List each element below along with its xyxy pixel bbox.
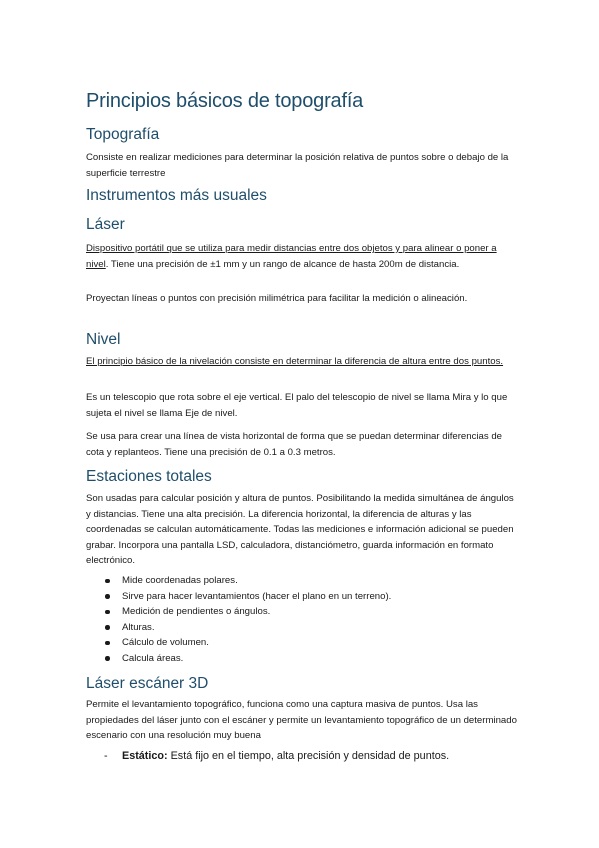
heading-escaner: Láser escáner 3D bbox=[86, 675, 209, 692]
heading-estaciones: Estaciones totales bbox=[86, 468, 212, 485]
dash-marker: - bbox=[104, 750, 108, 762]
paragraph-estaciones: Son usadas para calcular posición y altura de puntos. Posibilitando la medida simultánea de ángulos y distancias. Tiene una alta precisión. La diferencia horizontal, la diferencia de alturas y las coordenadas se calculan automáticamente. Todas las mediciones e información adicional se pueden grabar. Incorpora una pantalla LSD, calculadora, distanciómetro, guarda información en formato electrónico. bbox=[86, 493, 514, 566]
paragraph-nivel-1: El principio básico de la nivelación consiste en determinar la diferencia de altura entre dos puntos. bbox=[86, 356, 504, 367]
estatico-text: Está fijo en el tiempo, alta precisión y densidad de puntos. bbox=[167, 750, 450, 762]
list-item: Sirve para hacer levantamientos (hacer el plano en un terreno). bbox=[86, 589, 391, 605]
paragraph-nivel-3: Se usa para crear una línea de vista horizontal de forma que se puedan determinar diferencias de cota y replanteos. Tiene una precisión de 0.1 a 0.3 metros. bbox=[86, 431, 502, 458]
list-item: Alturas. bbox=[86, 620, 391, 636]
estatico-label: Estático: bbox=[122, 750, 168, 762]
paragraph-laser-2: Proyectan líneas o puntos con precisión milimétrica para facilitar la medición o alineación. bbox=[86, 293, 468, 304]
heading-topografia: Topografía bbox=[86, 126, 160, 143]
heading-instrumentos: Instrumentos más usuales bbox=[86, 187, 267, 204]
laser-definition-underlined: Dispositivo portátil que se utiliza para medir distancias entre dos objetos y para alinear o poner a nivel bbox=[86, 243, 497, 270]
paragraph-topografia: Consiste en realizar mediciones para determinar la posición relativa de puntos sobre o debajo de la superficie terrestre bbox=[86, 152, 509, 179]
heading-nivel: Nivel bbox=[86, 331, 121, 348]
list-item: Cálculo de volumen. bbox=[86, 635, 391, 651]
list-item: Medición de pendientes o ángulos. bbox=[86, 604, 391, 620]
list-item: Mide coordenadas polares. bbox=[86, 573, 391, 589]
estaciones-bullet-list bbox=[86, 573, 391, 667]
heading-laser: Láser bbox=[86, 216, 125, 233]
escaner-dash-item bbox=[104, 750, 449, 762]
page-title: Principios básicos de topografía bbox=[86, 90, 364, 112]
paragraph-laser-1 bbox=[86, 241, 518, 272]
paragraph-nivel-2: Es un telescopio que rota sobre el eje vertical. El palo del telescopio de nivel se llama Mira y lo que sujeta el nivel se llama Eje de nivel. bbox=[86, 392, 508, 419]
list-item: Calcula áreas. bbox=[86, 651, 391, 667]
laser-definition-rest: . Tiene una precisión de ±1 mm y un rango de alcance de hasta 200m de distancia. bbox=[105, 258, 460, 270]
paragraph-escaner: Permite el levantamiento topográfico, funciona como una captura masiva de puntos. Usa las propiedades del láser junto con el escáner y permite un levantamiento topográfico de un determinado escenario con una resolución muy buena bbox=[86, 699, 517, 741]
